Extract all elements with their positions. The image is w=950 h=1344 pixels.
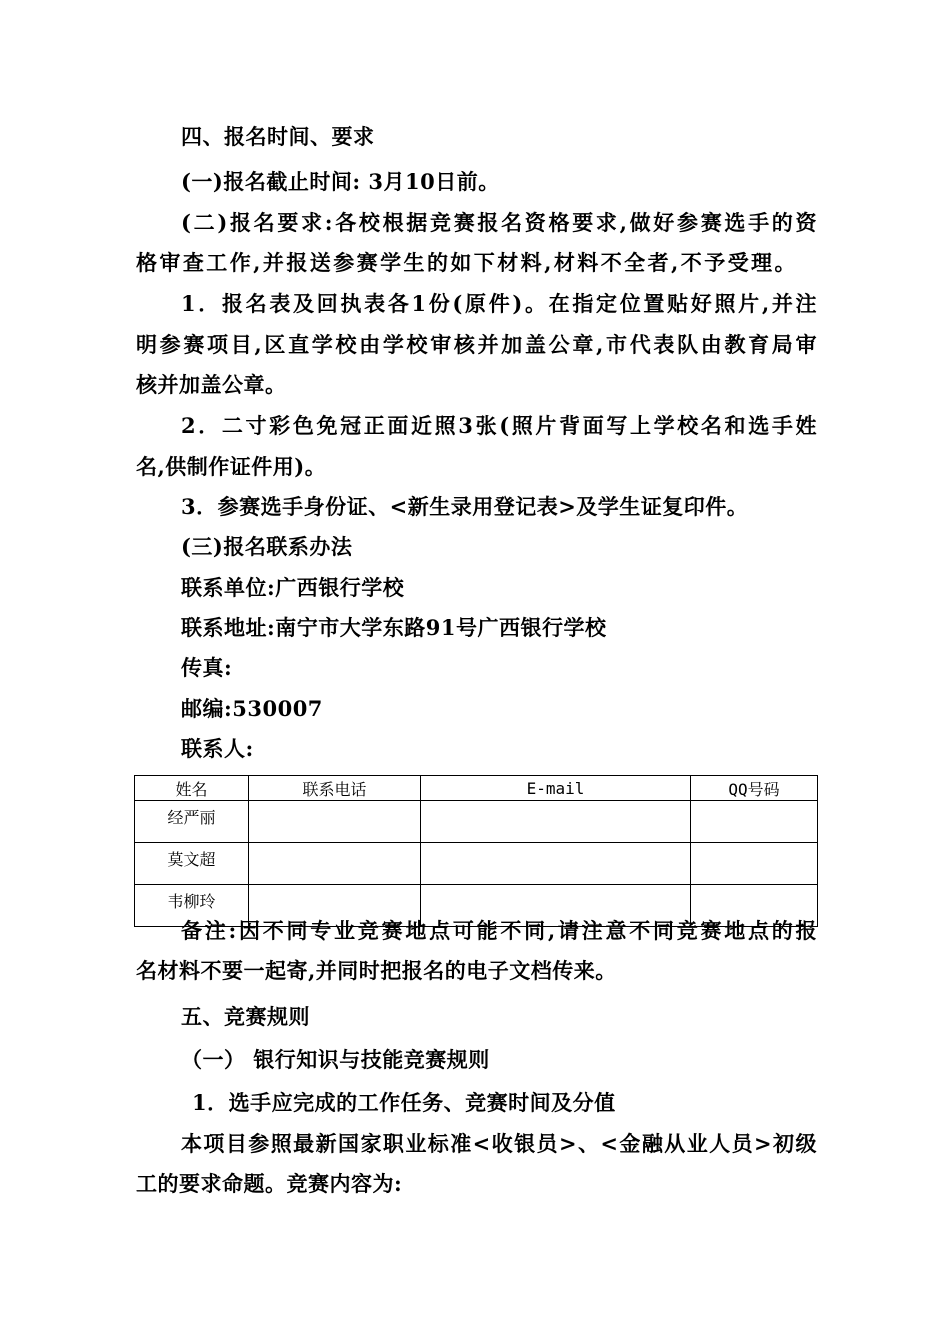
fax-line: 传真: (181, 655, 233, 680)
header-phone: 联系电话 (249, 776, 421, 801)
header-email: E-mail (421, 776, 691, 801)
note-line-2: 名材料不要一起寄,并同时把报名的电子文档传来。 (136, 958, 617, 983)
standard-line-2: 工的要求命题。竞赛内容为: (136, 1171, 403, 1196)
table-row (135, 843, 818, 885)
requirement-line-1: (二)报名要求:各校根据竞赛报名资格要求,做好参赛选手的资 (181, 210, 817, 235)
contact-name-cell: 莫文超 (135, 843, 249, 885)
contact-name-cell: 经严丽 (135, 801, 249, 843)
contact-qq-cell (691, 843, 818, 885)
contact-phone-cell (249, 843, 421, 885)
standard-line-1: 本项目参照最新国家职业标准<收银员>、<金融从业人员>初级 (181, 1131, 817, 1156)
contact-person-line: 联系人: (181, 736, 254, 761)
contact-address-line: 联系地址:南宁市大学东路91号广西银行学校 (181, 615, 607, 640)
header-qq: QQ号码 (691, 776, 818, 801)
contact-email-cell (421, 843, 691, 885)
contact-name-cell: 韦柳玲 (135, 885, 249, 927)
header-name: 姓名 (135, 776, 249, 801)
contact-phone-cell (249, 801, 421, 843)
contact-email-cell (421, 801, 691, 843)
item-3-line: 3．参赛选手身份证、<新生录用登记表>及学生证复印件。 (181, 494, 749, 519)
deadline-line: (一)报名截止时间: 3月10日前。 (181, 169, 500, 194)
table-row (135, 801, 818, 843)
item-1-line-2: 明参赛项目,区直学校由学校审核并加盖公章,市代表队由教育局审 (136, 332, 817, 357)
note-line-1: 备注:因不同专业竞赛地点可能不同,请注意不同竞赛地点的报 (181, 918, 817, 943)
section-heading-5: 五、竞赛规则 (181, 1004, 310, 1029)
contact-unit-line: 联系单位:广西银行学校 (181, 575, 405, 600)
contacts-table (134, 775, 818, 927)
table-header-row (135, 776, 818, 801)
section-heading-4: 四、报名时间、要求 (181, 124, 375, 149)
contact-qq-cell (691, 801, 818, 843)
subsection-heading-1: （一） 银行知识与技能竞赛规则 (181, 1047, 490, 1072)
task-heading: 1．选手应完成的工作任务、竞赛时间及分值 (192, 1090, 616, 1115)
item-1-line-3: 核并加盖公章。 (136, 372, 287, 397)
contact-method-heading: (三)报名联系办法 (181, 534, 353, 559)
requirement-line-2: 格审查工作,并报送参赛学生的如下材料,材料不全者,不予受理。 (136, 250, 796, 275)
item-1-line-1: 1．报名表及回执表各1份(原件)。在指定位置贴好照片,并注 (181, 291, 817, 316)
postcode-line: 邮编:530007 (181, 696, 323, 721)
item-2-line-2: 名,供制作证件用)。 (136, 454, 327, 479)
item-2-line-1: 2．二寸彩色免冠正面近照3张(照片背面写上学校名和选手姓 (181, 413, 817, 438)
